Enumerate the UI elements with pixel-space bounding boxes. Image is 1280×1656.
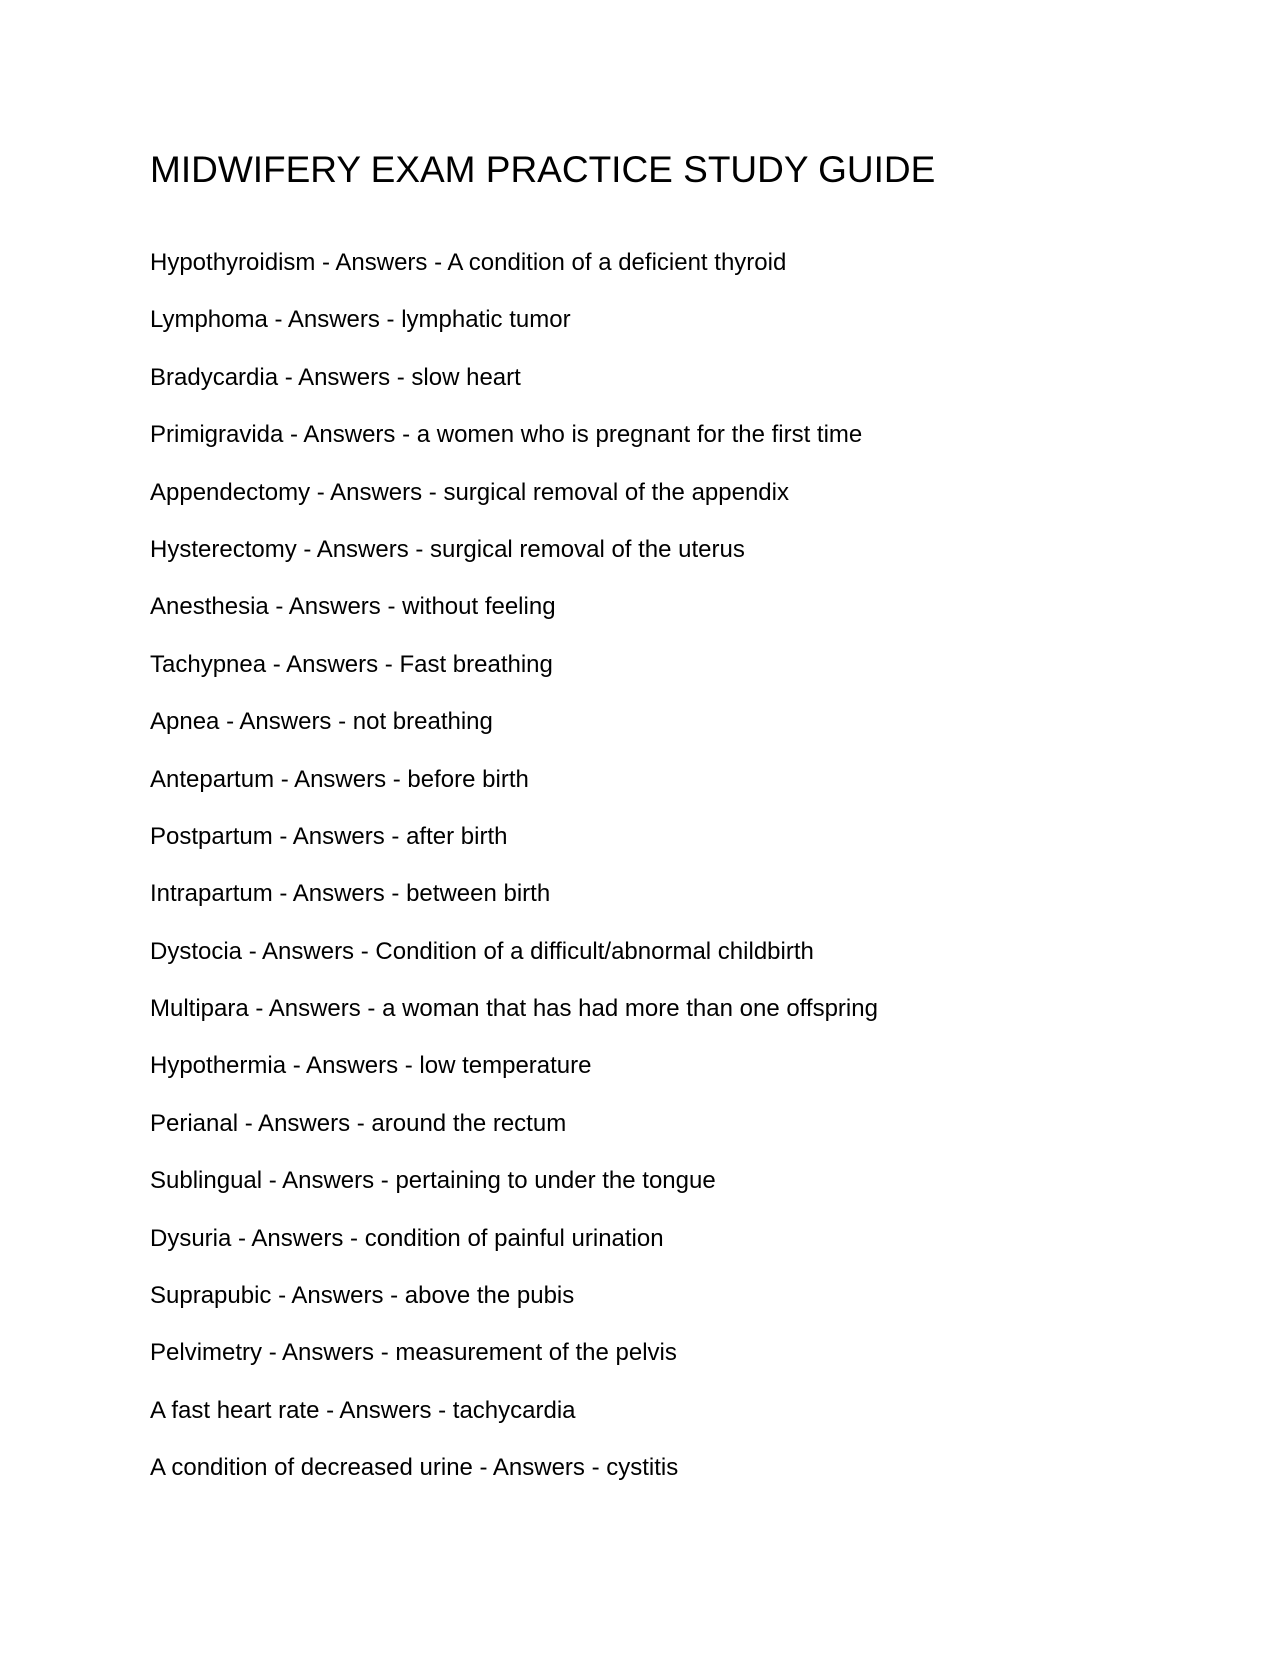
term-entry: Perianal - Answers - around the rectum xyxy=(150,1109,567,1137)
term-entry: Postpartum - Answers - after birth xyxy=(150,822,508,850)
term-entry: Antepartum - Answers - before birth xyxy=(150,765,529,793)
term-entry: Multipara - Answers - a woman that has had more than one offspring xyxy=(150,995,878,1023)
term-entry: Lymphoma - Answers - lymphatic tumor xyxy=(150,306,571,334)
term-entry: Dystocia - Answers - Condition of a difficult/abnormal childbirth xyxy=(150,937,814,965)
term-entry: A condition of decreased urine - Answers - cystitis xyxy=(150,1454,679,1482)
term-entry: Dysuria - Answers - condition of painful urination xyxy=(150,1224,664,1252)
term-entry: Apnea - Answers - not breathing xyxy=(150,708,493,736)
term-entry: Primigravida - Answers - a women who is pregnant for the first time xyxy=(150,421,863,449)
term-entry: Anesthesia - Answers - without feeling xyxy=(150,593,556,621)
term-entry: Suprapubic - Answers - above the pubis xyxy=(150,1282,575,1310)
term-entry: Sublingual - Answers - pertaining to under the tongue xyxy=(150,1167,716,1195)
term-entry: Hypothermia - Answers - low temperature xyxy=(150,1052,592,1080)
term-entry: Bradycardia - Answers - slow heart xyxy=(150,363,521,391)
term-entry: Appendectomy - Answers - surgical removal of the appendix xyxy=(150,478,789,506)
term-entry: A fast heart rate - Answers - tachycardia xyxy=(150,1396,576,1424)
term-entry: Tachypnea - Answers - Fast breathing xyxy=(150,650,553,678)
term-entry: Pelvimetry - Answers - measurement of the pelvis xyxy=(150,1339,677,1367)
term-entry: Intrapartum - Answers - between birth xyxy=(150,880,551,908)
term-entry: Hypothyroidism - Answers - A condition of a deficient thyroid xyxy=(150,249,787,276)
document-title: MIDWIFERY EXAM PRACTICE STUDY GUIDE xyxy=(150,149,936,190)
term-entry: Hysterectomy - Answers - surgical removal of the uterus xyxy=(150,535,745,563)
term-list xyxy=(150,248,878,1511)
